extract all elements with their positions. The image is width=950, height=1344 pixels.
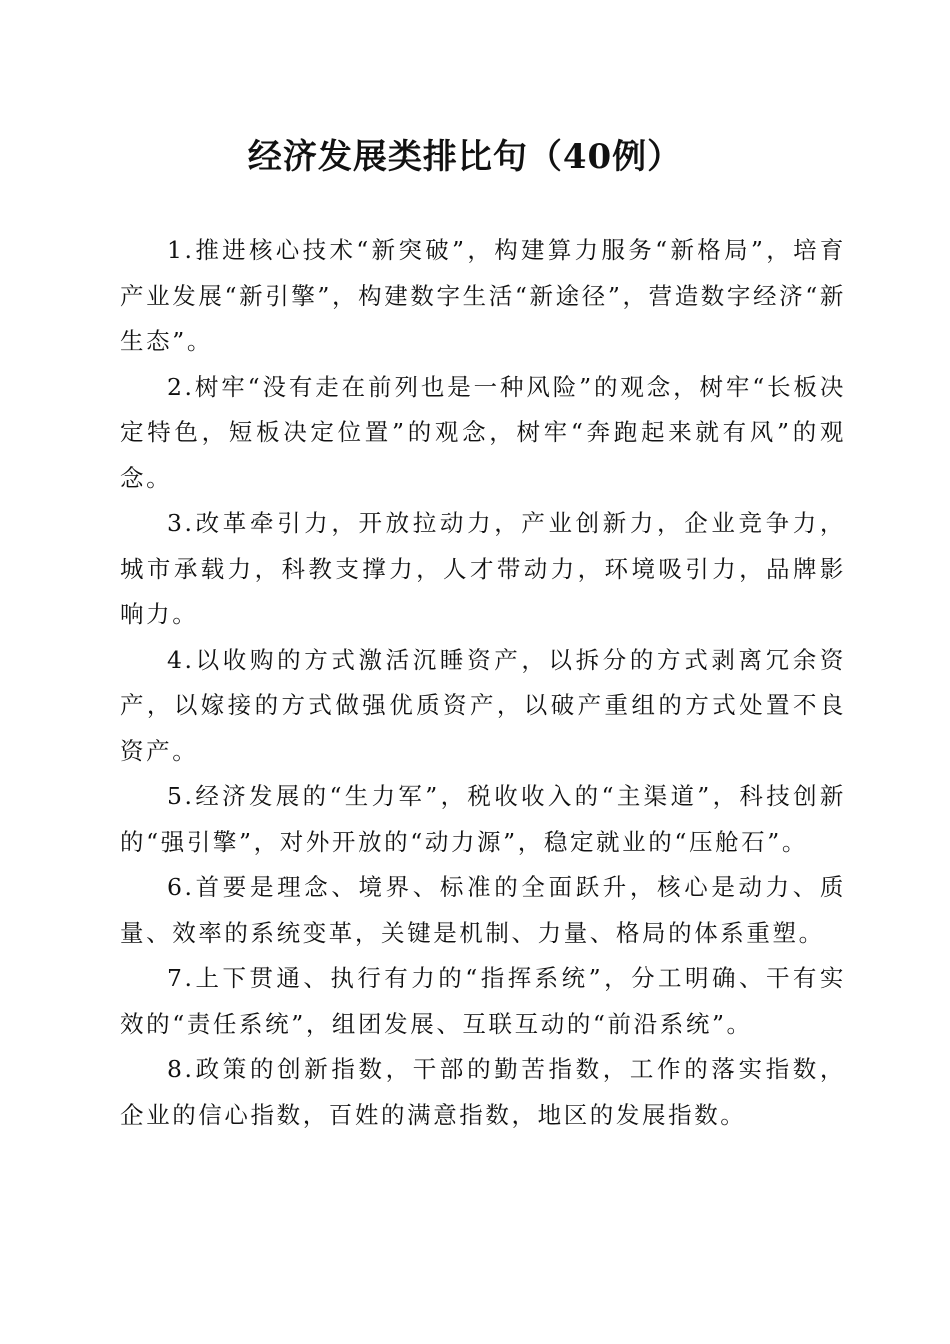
paragraph-3: 3.改革牵引力，开放拉动力，产业创新力，企业竞争力，城市承载力，科教支撑力，人才带动力，环境吸引力，品牌影响力。 [120, 509, 846, 628]
paragraph-6: 6.首要是理念、境界、标准的全面跃升，核心是动力、质量、效率的系统变革，关键是机制、力量、格局的体系重塑。 [120, 873, 846, 947]
document-body [120, 228, 846, 1138]
paragraph-7: 7.上下贯通、执行有力的“指挥系统”，分工明确、干有实效的“责任系统”，组团发展、互联互动的“前沿系统”。 [120, 964, 846, 1038]
paragraph-1: 1.推进核心技术“新突破”，构建算力服务“新格局”，培育产业发展“新引擎”，构建数字生活“新途径”，营造数字经济“新生态”。 [120, 236, 846, 355]
paragraph-2: 2.树牢“没有走在前列也是一种风险”的观念，树牢“长板决定特色，短板决定位置”的观念，树牢“奔跑起来就有风”的观念。 [120, 372, 846, 492]
document-title: 经济发展类排比句（40例） [247, 137, 683, 177]
paragraph-4: 4.以收购的方式激活沉睡资产，以拆分的方式剥离冗余资产，以嫁接的方式做强优质资产，以破产重组的方式处置不良资产。 [120, 645, 846, 765]
paragraph-8: 8.政策的创新指数，干部的勤苦指数，工作的落实指数，企业的信心指数，百姓的满意指数，地区的发展指数。 [120, 1055, 846, 1129]
paragraph-5: 5.经济发展的“生力军”，税收收入的“主渠道”，科技创新的“强引擎”，对外开放的“动力源”，稳定就业的“压舱石”。 [120, 782, 846, 856]
